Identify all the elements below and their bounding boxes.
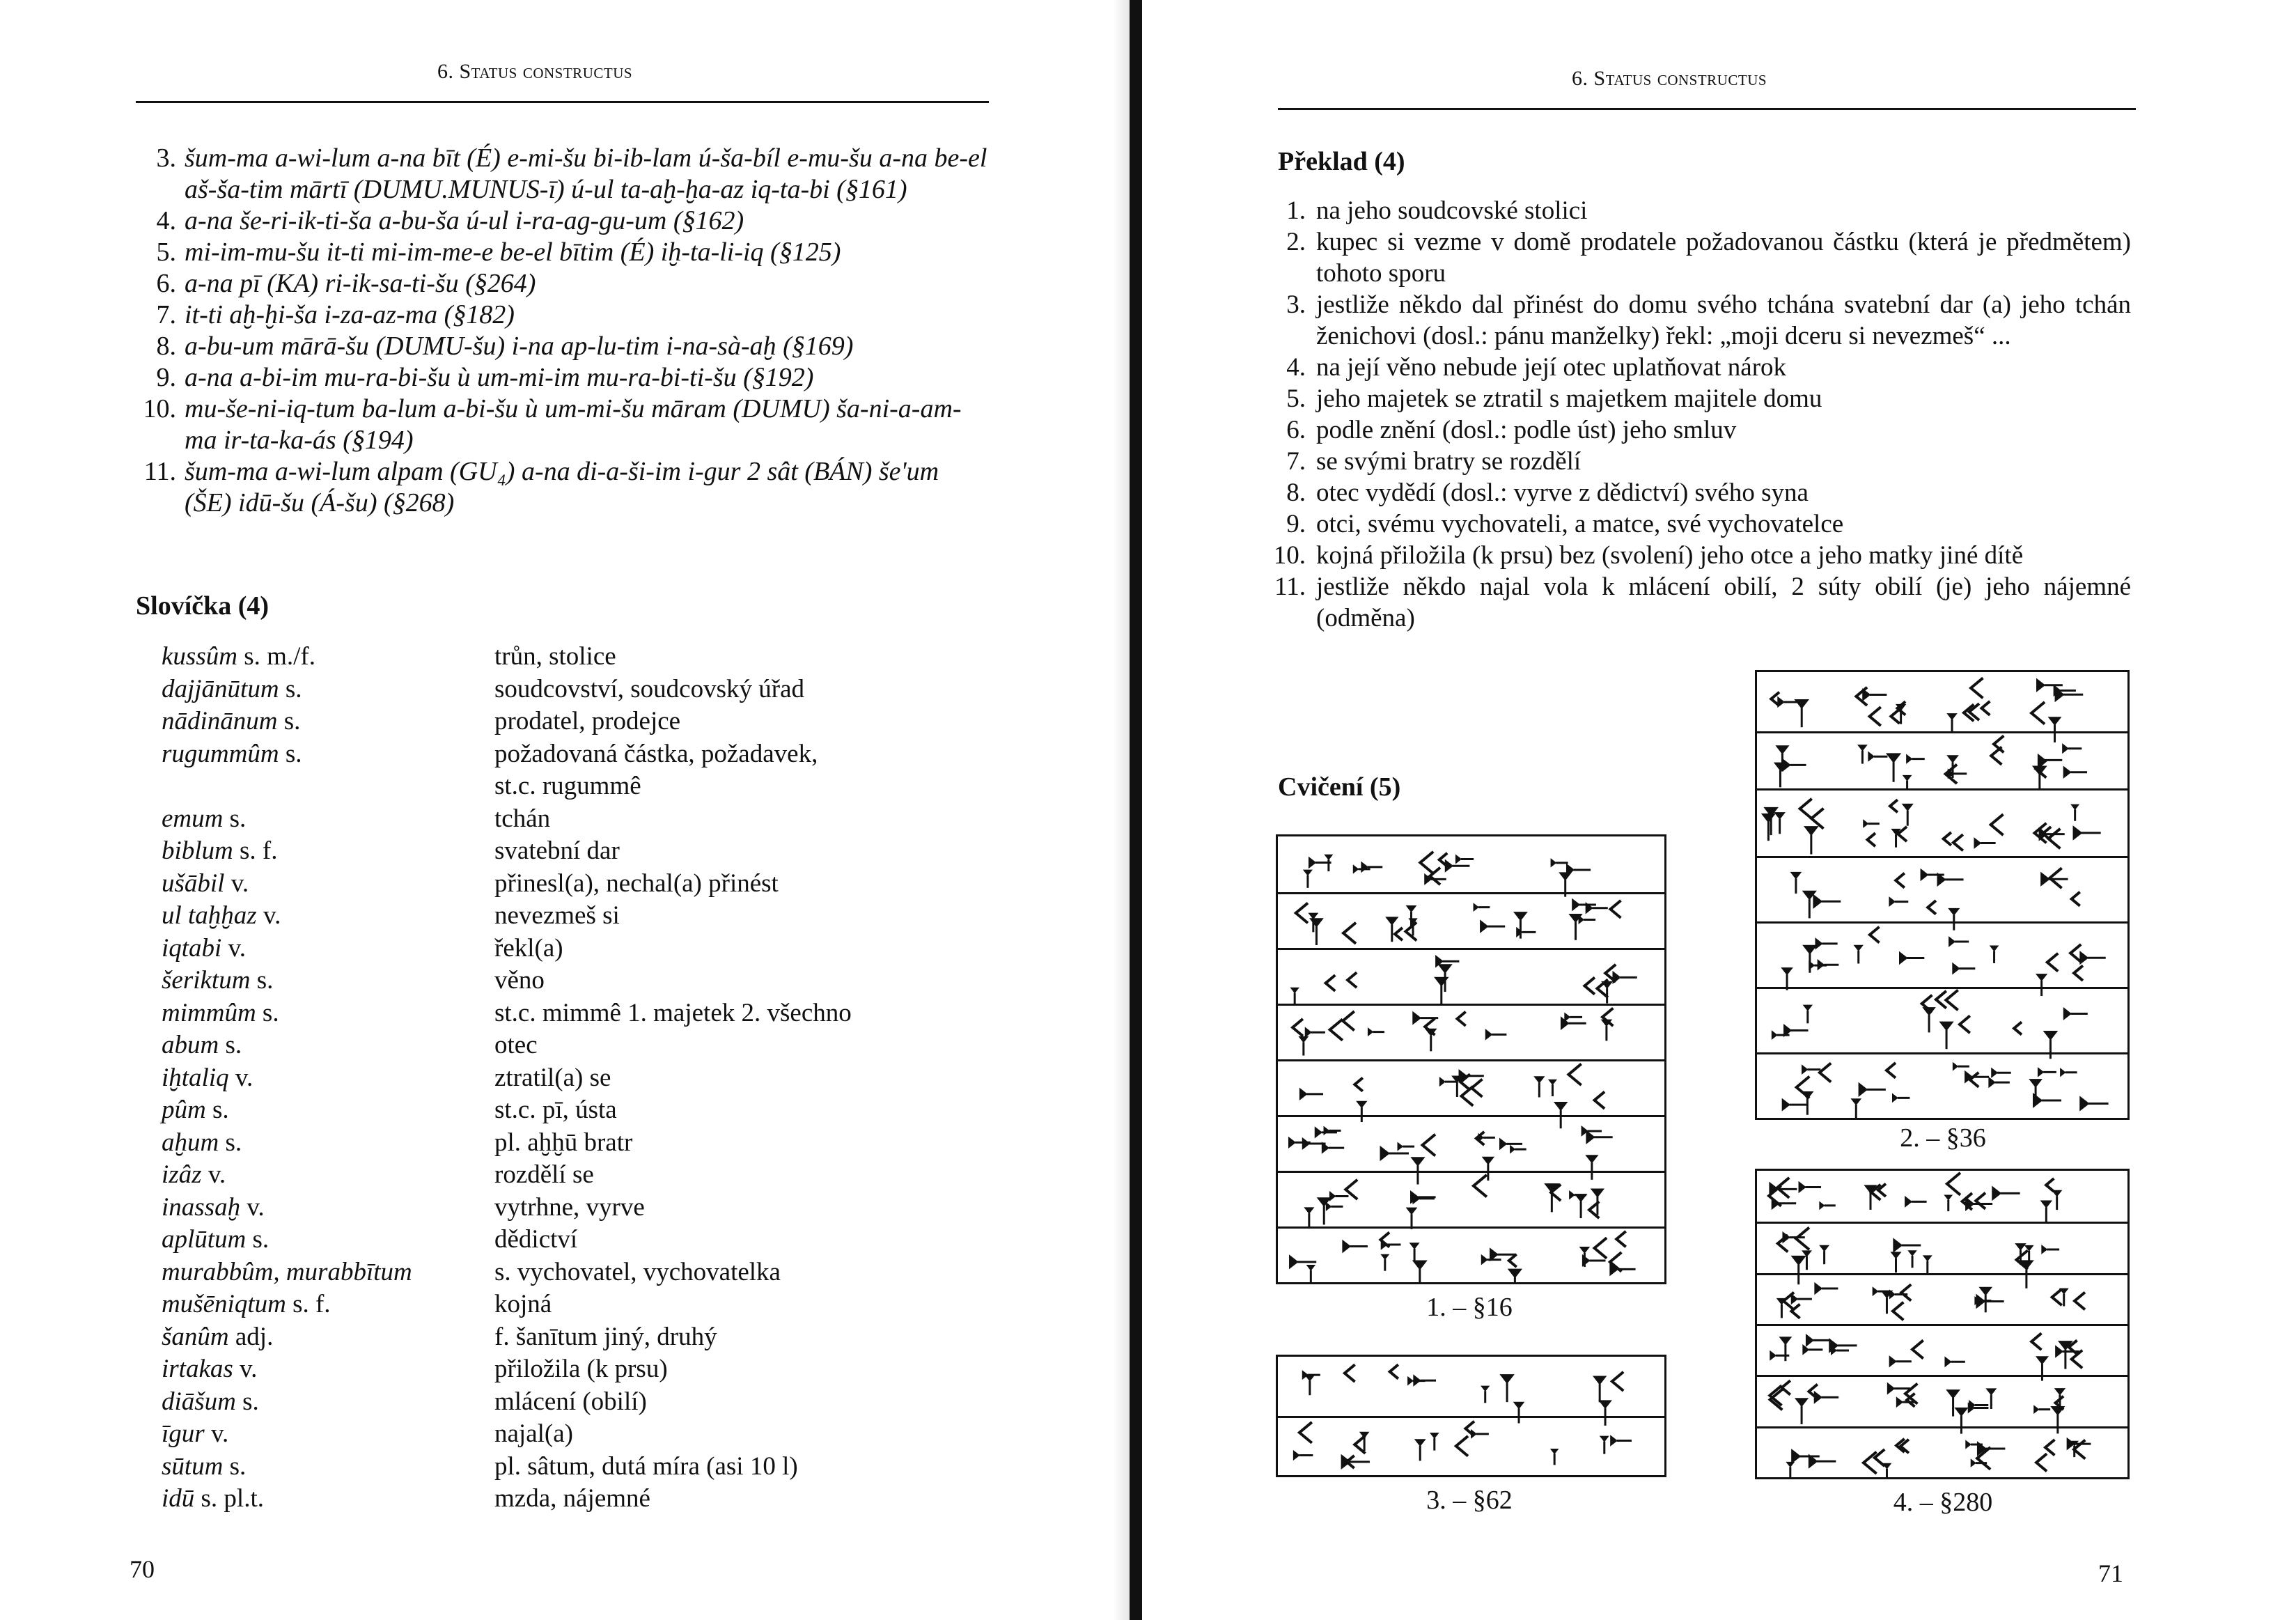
vocab-term [162,1256,494,1289]
vocab-row [162,1288,969,1321]
exercise-number: 10. [143,394,176,423]
vocab-term [162,1029,494,1062]
vocab-row [162,1386,969,1419]
vocab-meaning: tchán [494,804,551,833]
vocab-grammar: v. [233,1355,258,1383]
vocab-heading: Slovíčka (4) [136,591,270,621]
vocab-row [162,835,969,868]
vocab-row [162,673,969,706]
vocab-meaning: svatební dar [494,836,620,865]
vocab-row [162,770,969,803]
vocab-meaning: s. vychovatel, vychovatelka [494,1257,781,1286]
vocab-term [162,1094,494,1127]
translation-line [1267,414,2131,446]
vocab-word: biblum [162,836,233,865]
exercise-text: šum-ma a-wi-lum a-na bīt (É) e-mi-šu bi-ib-lam ú-ša-bíl e-mu-šu a-na be-el aš-ša-tim mārtī (DUMU.MUNUS-ī) ú-ul ta-aḫ-ḫa-az iq-ta-bi (§161) [185,143,987,204]
vocab-term [162,770,494,803]
vocab-meaning: věno [494,966,545,995]
vocab-meaning: kojná [494,1290,552,1318]
vocab-meaning: najal(a) [494,1419,573,1448]
vocab-term [162,900,494,933]
vocab-grammar: s. f. [286,1290,331,1318]
right-folio: 71 [2098,1559,2123,1587]
vocab-word: īgur [162,1419,205,1448]
vocab-grammar: s. [223,804,247,833]
translation-text: jestliže někdo najal vola k mlácení obilí, 2 súty obilí (je) jeho nájemné (odměna) [1316,573,2131,632]
exercise-number: 7. [156,300,176,329]
vocab-meaning: ztratil(a) se [494,1063,611,1092]
vocab-meaning: trůn, stolice [494,642,616,671]
exercise-text: a-na še-ri-ik-ti-ša a-bu-ša ú-ul i-ra-ag-gu-um (§162) [185,206,744,235]
vocab-word: šanûm [162,1322,229,1351]
vocab-row [162,1029,969,1062]
vocab-grammar: adj. [228,1322,274,1351]
vocab-meaning: vytrhne, vyrve [494,1192,645,1222]
tablet-4-caption: 4. – §280 [1893,1488,1993,1517]
vocab-word: murabbûm, murabbītum [162,1257,412,1286]
vocab-grammar: s. pl.t. [194,1484,264,1513]
vocab-word: ul taḫḫaz [162,901,257,930]
vocab-grammar: s. [205,1096,229,1124]
vocab-row [162,1192,969,1224]
vocab-word: kussûm [162,642,237,671]
exercise-text: a-bu-um mārā-šu (DUMU-šu) i-na ap-lu-tim i-na-sà-aḫ (§169) [185,332,854,361]
tablet-1-caption: 1. – §16 [1426,1293,1513,1322]
vocab-row [162,900,969,933]
vocab-term [162,1353,494,1386]
vocab-meaning: pl. sâtum, dutá míra (asi 10 l) [494,1451,798,1481]
vocabulary-table [162,641,969,1516]
vocab-grammar: s. [250,966,274,995]
vocab-row [162,1483,969,1516]
cuneiform-tablet-3 [1276,1355,1666,1477]
vocab-word: aḫum [162,1128,219,1157]
vocab-row [162,1094,969,1127]
vocab-term [162,706,494,738]
vocab-word: dajjānūtum [162,674,279,703]
vocab-meaning: řekl(a) [494,933,563,963]
vocab-term [162,1159,494,1192]
vocab-term [162,1288,494,1321]
vocab-grammar: s. [219,1128,242,1157]
exercise-line [136,331,992,362]
left-running-head [437,60,632,84]
vocab-word: ušābil [162,869,225,898]
vocab-grammar: v. [204,1419,229,1448]
vocab-row [162,1451,969,1483]
vocab-row [162,738,969,771]
vocab-grammar: v. [228,1063,253,1092]
vocab-grammar: s. [219,1031,242,1059]
vocab-row [162,1256,969,1289]
vocab-meaning: mlácení (obilí) [494,1387,647,1416]
cuneiform-tablet-4 [1755,1169,2130,1479]
cuneiform-signs [1757,790,2127,1118]
vocab-grammar: s. f. [233,836,278,865]
vocab-meaning: otec [494,1031,538,1059]
exercise-line [136,299,992,331]
vocab-term [162,965,494,997]
translation-line [1267,352,2131,383]
exercise-line [136,394,992,456]
vocab-word: diāšum [162,1387,236,1416]
exercise-line [136,143,992,205]
cuneiform-tablet-2-bottom [1755,788,2130,1120]
translation-line [1267,508,2131,540]
vocab-grammar: s. [223,1451,247,1481]
exercise-number: 3. [156,143,176,173]
right-head-rule [1278,108,2136,110]
vocab-word: izâz [162,1160,202,1189]
vocab-grammar: s. [256,998,279,1027]
vocab-row [162,1353,969,1386]
translation-number: 8. [1286,478,1306,507]
translation-text: na její věno nebude její otec uplatňovat nárok [1316,353,1787,382]
vocab-word: iḫtaliq [162,1063,229,1092]
translation-text: podle znění (dosl.: podle úst) jeho smluv [1316,416,1737,444]
vocab-grammar: s. [235,1387,259,1416]
vocab-term [162,1321,494,1354]
translation-text: jestliže někdo dal přinést do domu svého tchána svatební dar (a) jeho tchán ženichovi (dosl.: pánu manželky) řekl: „moji dceru si nevezmeš“ ... [1316,290,2131,350]
exercise-text: a-na pī (KA) ri-ik-sa-ti-šu (§264) [185,269,536,298]
vocab-word: abum [162,1031,219,1059]
vocab-meaning: požadovaná částka, požadavek, [494,739,818,768]
vocab-meaning: přiložila (k prsu) [494,1355,668,1383]
vocab-meaning: st.c. rugummê [494,772,641,800]
exercise-number: 4. [156,206,176,235]
vocab-row [162,706,969,738]
cuneiform-tablet-2-top [1755,670,2130,793]
translation-text: se svými bratry se rozdělí [1316,447,1582,476]
vocab-row [162,1127,969,1160]
translation-number: 4. [1286,353,1306,382]
exercise-line [136,237,992,268]
running-head-title: Status constructus [459,60,633,83]
translation-number: 11. [1274,573,1306,601]
exercise-line [136,362,992,394]
vocab-row [162,641,969,673]
vocab-word: emum [162,804,224,833]
exercise-text: a-na a-bi-im mu-ra-bi-šu ù um-mi-im mu-ra-bi-ti-šu (§192) [185,363,814,392]
translation-text: otci, svému vychovateli, a matce, své vychovatelce [1316,510,1844,538]
translation-text: na jeho soudcovské stolici [1316,196,1588,225]
translation-number: 5. [1286,384,1306,413]
cuneiform-signs [1278,836,1664,1282]
vocab-meaning: pl. aḫḫū bratr [494,1128,633,1157]
vocab-word: irtakas [162,1355,233,1383]
exercise-line [136,268,992,299]
translation-number: 9. [1286,510,1306,538]
translation-number: 7. [1286,447,1306,476]
vocab-grammar: v. [221,933,246,963]
vocab-term [162,641,494,673]
vocab-grammar: s. [246,1225,270,1254]
vocab-word: šeriktum [162,966,251,995]
vocab-word: iqtabi [162,933,222,963]
vocab-meaning: prodatel, prodejce [494,707,681,735]
spine-shadow [1113,0,1130,1620]
exercise-text: šum-ma a-wi-lum alpam (GU₄) a-na di-a-ši-im i-gur 2 sât (BÁN) še'um (ŠE) idū-šu (Á-šu) (§268) [185,457,939,517]
vocab-word: mimmûm [162,998,256,1027]
vocab-term [162,803,494,836]
vocab-row [162,1321,969,1354]
exercise-number: 6. [156,269,176,298]
vocab-row [162,965,969,997]
running-head-number: 6. [1572,67,1594,90]
translation-text: kupec si vezme v domě prodatele požadovanou částku (která je předmětem) tohoto sporu [1316,228,2131,288]
vocab-term [162,1386,494,1419]
exercise-line [136,205,992,237]
vocab-term [162,738,494,771]
vocab-row [162,933,969,965]
translation-text: jeho majetek se ztratil s majetkem majitele domu [1316,384,1822,413]
vocab-row [162,997,969,1030]
vocab-word: sūtum [162,1451,224,1481]
vocab-term [162,997,494,1030]
vocab-term [162,1483,494,1516]
vocab-meaning: f. šanītum jiný, druhý [494,1322,717,1351]
vocab-term [162,673,494,706]
exercise-number: 5. [156,237,176,267]
translation-list [1267,195,2131,634]
vocab-word: rugummûm [162,739,279,768]
vocab-meaning: st.c. pī, ústa [494,1096,617,1124]
vocab-word: inassaḫ [162,1192,241,1222]
vocab-word: pûm [162,1096,206,1124]
vocab-row [162,1159,969,1192]
cuneiform-signs [1757,1171,2127,1477]
translation-line [1267,477,2131,508]
vocab-term [162,933,494,965]
cuneiform-tablet-1 [1276,834,1666,1284]
vocab-meaning: soudcovství, soudcovský úřad [494,674,804,703]
vocab-grammar: s. [279,674,302,703]
vocab-row [162,868,969,901]
exercise-line [136,456,992,519]
translation-line [1267,226,2131,289]
translation-text: kojná přiložila (k prsu) bez (svolení) jeho otce a jeho matky jiné dítě [1316,541,2024,570]
running-head-title: Status constructus [1593,67,1767,90]
vocab-word: mušēniqtum [162,1290,286,1318]
translation-line [1267,383,2131,414]
vocab-word: idū [162,1484,195,1513]
vocab-word: nādinānum [162,707,278,735]
translation-number: 2. [1286,228,1306,256]
vocab-row [162,803,969,836]
translation-line [1267,571,2131,634]
translation-line [1267,540,2131,571]
book-spine [1130,0,1142,1620]
translation-heading: Překlad (4) [1278,147,1405,176]
vocab-meaning: mzda, nájemné [494,1484,650,1513]
translation-number: 6. [1286,416,1306,444]
vocab-term [162,1224,494,1256]
vocab-row [162,1062,969,1095]
left-head-rule [136,101,989,103]
vocab-row [162,1224,969,1256]
exercise-text: mu-še-ni-iq-tum ba-lum a-bi-šu ù um-mi-šu māram (DUMU) ša-ni-a-am-ma ir-ta-ka-ás (§194) [185,394,962,455]
exercise-text: it-ti aḫ-ḫi-ša i-za-az-ma (§182) [185,300,515,329]
translation-number: 1. [1286,196,1306,225]
exercise-text: mi-im-mu-šu it-ti mi-im-me-e be-el bītim (É) iḫ-ta-li-iq (§125) [185,237,841,267]
vocab-term [162,1418,494,1451]
exercise-number: 11. [143,457,176,486]
left-folio: 70 [130,1555,155,1583]
cuneiform-signs [1757,672,2127,790]
vocab-meaning: rozdělí se [494,1160,594,1189]
vocab-term [162,868,494,901]
exercise-list [136,143,992,519]
vocab-meaning: dědictví [494,1225,578,1254]
cuneiform-signs [1278,1357,1664,1475]
exercise-number: 8. [156,332,176,361]
vocab-grammar: s. [279,739,302,768]
exercise-number: 9. [156,363,176,392]
vocab-term [162,1451,494,1483]
translation-text: otec vydědí (dosl.: vyrve z dědictví) svého syna [1316,478,1809,507]
vocab-grammar: v. [224,869,249,898]
vocab-grammar: v. [240,1192,265,1222]
vocab-meaning: přinesl(a), nechal(a) přinést [494,869,779,898]
vocab-term [162,835,494,868]
vocab-grammar: s. m./f. [237,642,315,671]
running-head-number: 6. [437,60,460,83]
translation-line [1267,446,2131,477]
vocab-grammar: v. [201,1160,226,1189]
right-running-head [1572,67,1767,91]
translation-line [1267,289,2131,352]
vocab-meaning: nevezmeš si [494,901,620,930]
vocab-term [162,1062,494,1095]
vocab-grammar: v. [256,901,281,930]
tablet-2-caption: 2. – §36 [1900,1123,1986,1153]
translation-number: 3. [1286,290,1306,319]
vocab-word: aplūtum [162,1225,247,1254]
vocab-row [162,1418,969,1451]
vocab-term [162,1127,494,1160]
vocab-meaning: st.c. mimmê 1. majetek 2. všechno [494,998,852,1027]
tablet-3-caption: 3. – §62 [1426,1486,1513,1515]
vocab-term [162,1192,494,1224]
translation-number: 10. [1273,541,1306,570]
exercise-heading: Cvičení (5) [1278,772,1401,802]
translation-line [1267,195,2131,226]
vocab-grammar: s. [277,707,301,735]
